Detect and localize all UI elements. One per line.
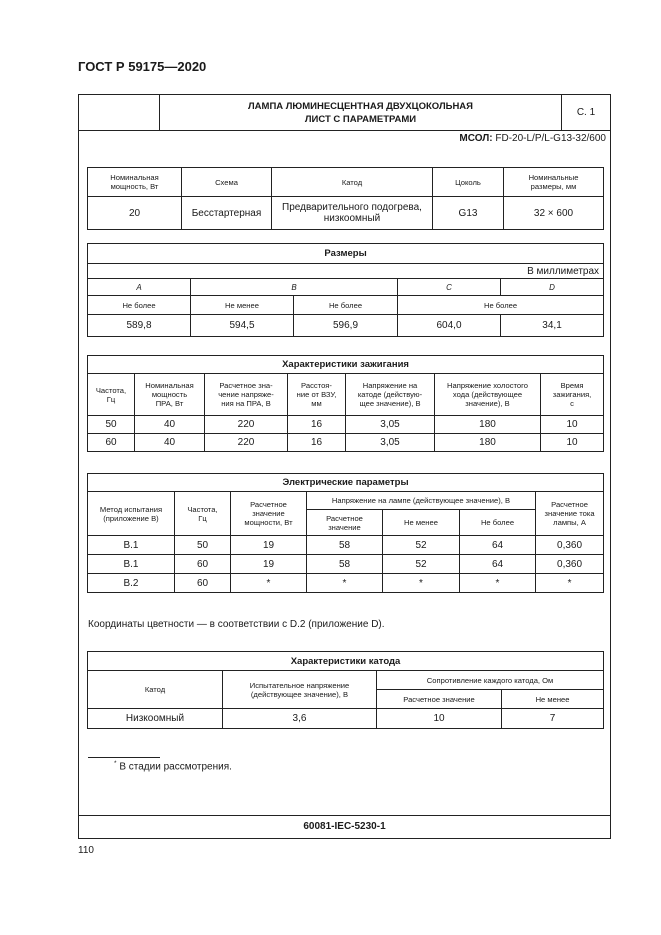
sheet-title-line1: ЛАМПА ЛЮМИНЕСЦЕНТНАЯ ДВУХЦОКОЛЬНАЯ [248, 100, 473, 112]
el-cell: * [536, 574, 604, 593]
header-nominal-dimensions: Номинальные размеры, мм [504, 168, 604, 197]
el-header-voltage-nominal: Расчетное значение [307, 510, 383, 536]
el-cell: 58 [307, 536, 383, 555]
el-cell: 19 [231, 536, 307, 555]
el-header-voltage: Напряжение на лампе (действующее значение), В [307, 492, 536, 510]
el-cell: B.1 [88, 536, 175, 555]
el-header-power: Расчетное значение мощности, Вт [231, 492, 307, 536]
footer-code: 60081-IEC-5230-1 [303, 821, 386, 832]
sheet-number: С. 1 [561, 95, 610, 130]
table-row [88, 416, 604, 434]
el-cell: * [460, 574, 536, 593]
dim-letter-b: B [191, 279, 398, 296]
ign-cell: 16 [288, 434, 346, 452]
el-cell: 64 [460, 555, 536, 574]
cell-nominal-dimensions: 32 × 600 [504, 197, 604, 230]
cathode-title: Характеристики катода [88, 652, 604, 671]
header-nominal-power: Номинальная мощность, Вт [88, 168, 182, 197]
dim-limit-cd: Не более [398, 296, 604, 315]
ign-header-distance: Расстоя- ние от ВЗУ, мм [288, 374, 346, 416]
sheet-title [160, 95, 561, 130]
table-row [88, 434, 604, 452]
ignition-table [87, 355, 604, 452]
el-header-current: Расчетное значение тока лампы, А [536, 492, 604, 536]
el-header-voltage-min: Не менее [383, 510, 460, 536]
cathode-table [87, 651, 604, 729]
cell-base: G13 [433, 197, 504, 230]
dimensions-title: Размеры [88, 244, 604, 264]
el-cell: 60 [175, 574, 231, 593]
el-cell: B.1 [88, 555, 175, 574]
dimensions-units: В миллиметрах [88, 264, 604, 279]
el-cell: 60 [175, 555, 231, 574]
el-cell: * [383, 574, 460, 593]
mcol-designation [459, 133, 606, 144]
ign-cell: 10 [541, 434, 604, 452]
footnote-divider [88, 757, 160, 758]
el-cell: 58 [307, 555, 383, 574]
ign-cell: 180 [435, 416, 541, 434]
el-cell: 64 [460, 536, 536, 555]
table-row [88, 555, 604, 574]
el-header-method: Метод испытания (приложение B) [88, 492, 175, 536]
el-cell: 50 [175, 536, 231, 555]
header-base: Цоколь [433, 168, 504, 197]
cell-cathode: Предварительного подогрева, низкоомный [272, 197, 433, 230]
ign-cell: 220 [205, 434, 288, 452]
ign-header-ballast-power: Номинальная мощность ПРА, Вт [135, 374, 205, 416]
el-cell: 52 [383, 536, 460, 555]
cat-header-resistance-min: Не менее [502, 690, 604, 709]
header-scheme: Схема [182, 168, 272, 197]
sheet-title-line2: ЛИСТ С ПАРАМЕТРАМИ [304, 113, 417, 125]
ign-cell: 10 [541, 416, 604, 434]
standard-number: ГОСТ Р 59175—2020 [78, 59, 207, 74]
footnote-mark: * [114, 760, 117, 767]
ign-cell: 180 [435, 434, 541, 452]
cat-cell: 10 [377, 709, 502, 729]
cat-cell: 3,6 [223, 709, 377, 729]
ign-cell: 220 [205, 416, 288, 434]
dim-limit-a: Не более [88, 296, 191, 315]
sheet-header [79, 95, 610, 131]
ign-cell: 3,05 [346, 416, 435, 434]
el-cell: 0,360 [536, 536, 604, 555]
cat-cell: 7 [502, 709, 604, 729]
chromaticity-note: Координаты цветности — в соответствии с D.2 (приложение D). [88, 619, 385, 630]
cat-header-test-voltage: Испытательное напряжение (действующее значение), В [223, 671, 377, 709]
cat-cell: Низкоомный [88, 709, 223, 729]
el-cell: 52 [383, 555, 460, 574]
ign-header-open-circuit-voltage: Напряжение холостого хода (действующее значение), В [435, 374, 541, 416]
footnote [114, 760, 232, 772]
dim-limit-b-min: Не менее [191, 296, 294, 315]
header-blank-cell [79, 95, 160, 130]
ign-cell: 50 [88, 416, 135, 434]
el-cell: 0,360 [536, 555, 604, 574]
ign-header-ignition-time: Время зажигания, с [541, 374, 604, 416]
dim-value-d: 34,1 [501, 315, 604, 337]
cat-header-cathode: Катод [88, 671, 223, 709]
dim-value-a: 589,8 [88, 315, 191, 337]
header-cathode: Катод [272, 168, 433, 197]
electrical-table [87, 473, 604, 593]
cat-header-resistance-nominal: Расчетное значение [377, 690, 502, 709]
dim-limit-b-max: Не более [294, 296, 398, 315]
ign-cell: 60 [88, 434, 135, 452]
ign-cell: 40 [135, 416, 205, 434]
el-cell: B.2 [88, 574, 175, 593]
el-header-frequency: Частота, Гц [175, 492, 231, 536]
dim-value-b-min: 594,5 [191, 315, 294, 337]
dim-letter-d: D [501, 279, 604, 296]
footer-divider [78, 815, 611, 816]
ign-header-ballast-voltage: Расчетное зна- чение напряже- ния на ПРА, В [205, 374, 288, 416]
dim-letter-c: C [398, 279, 501, 296]
dim-letter-a: A [88, 279, 191, 296]
el-cell: 19 [231, 555, 307, 574]
cell-nominal-power: 20 [88, 197, 182, 230]
mcol-value: FD-20-L/P/L-G13-32/600 [495, 133, 606, 144]
mcol-label: МСОЛ: [459, 133, 493, 144]
el-cell: * [231, 574, 307, 593]
cat-header-resistance: Сопротивление каждого катода, Ом [377, 671, 604, 690]
ign-cell: 40 [135, 434, 205, 452]
electrical-title: Электрические параметры [88, 474, 604, 492]
ign-header-frequency: Частота, Гц [88, 374, 135, 416]
el-cell: * [307, 574, 383, 593]
dim-value-c: 604,0 [398, 315, 501, 337]
table-row [88, 709, 604, 729]
ign-header-cathode-voltage: Напряжение на катоде (действую- щее значение), В [346, 374, 435, 416]
dimensions-table [87, 243, 604, 337]
main-parameters-table [87, 167, 604, 230]
ign-cell: 16 [288, 416, 346, 434]
table-row [88, 536, 604, 555]
el-header-voltage-max: Не более [460, 510, 536, 536]
ign-cell: 3,05 [346, 434, 435, 452]
footnote-text: В стадии рассмотрения. [119, 761, 232, 773]
page-number: 110 [78, 845, 94, 856]
table-row [88, 574, 604, 593]
cell-scheme: Бесстартерная [182, 197, 272, 230]
dim-value-b-max: 596,9 [294, 315, 398, 337]
ignition-title: Характеристики зажигания [88, 356, 604, 374]
